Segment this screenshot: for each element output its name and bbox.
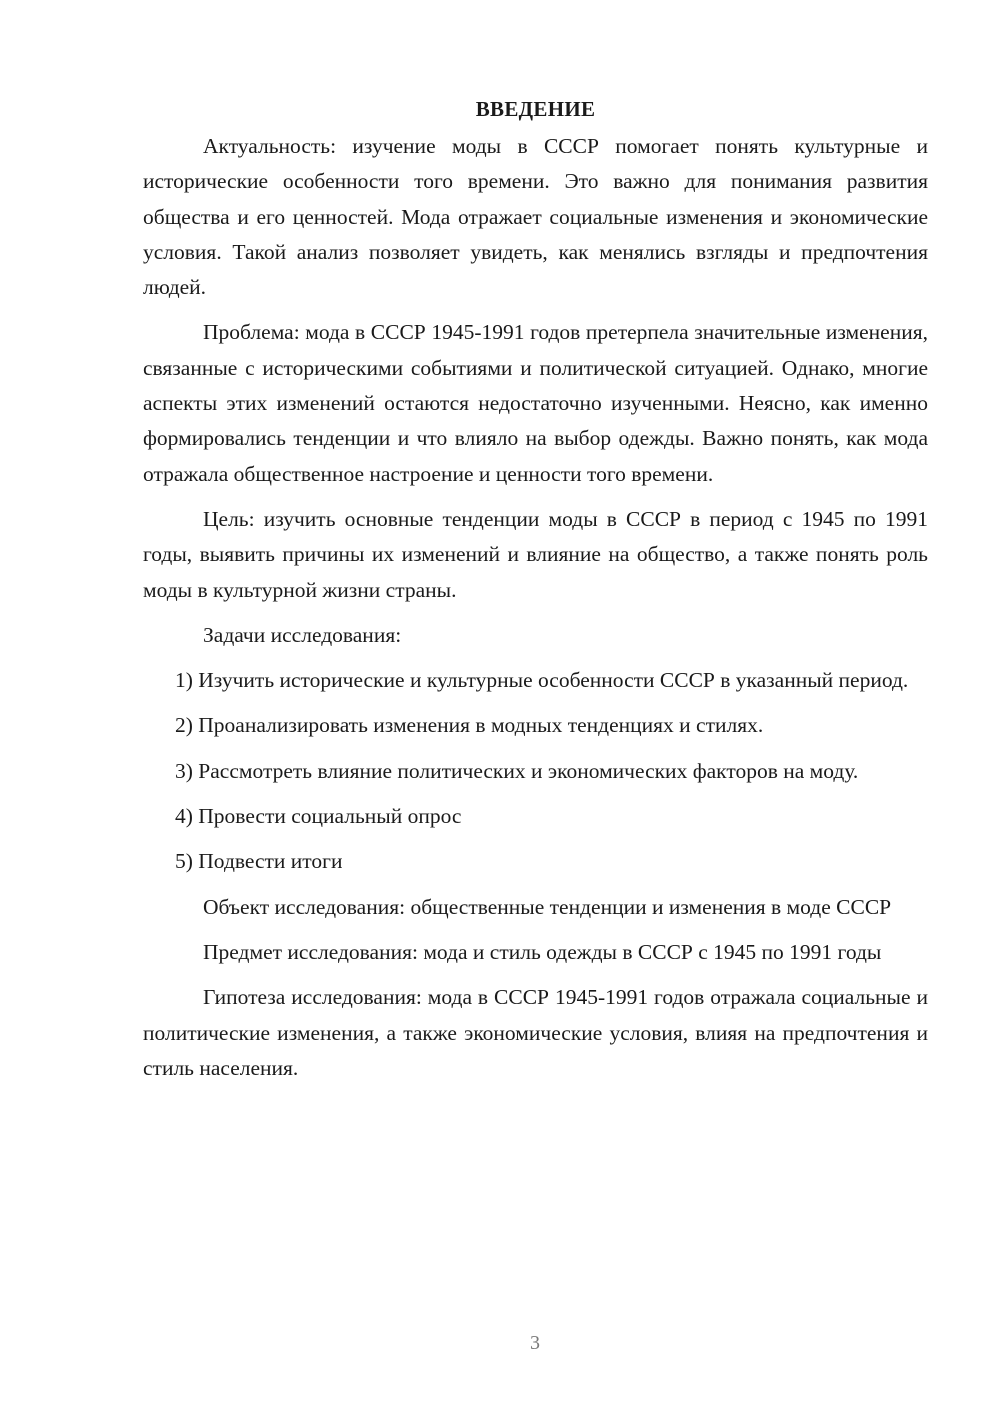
tasks-list (143, 663, 928, 879)
page-title: ВВЕДЕНИЕ (475, 97, 596, 121)
subject-paragraph: Предмет исследования: мода и стиль одежды в СССР с 1945 по 1991 годы (203, 939, 882, 964)
document-page (143, 92, 928, 1096)
problem-paragraph: Проблема: мода в СССР 1945-1991 годов претерпела значительные изменения, связанные с историческими событиями и политической ситуацией. Однако, многие аспекты этих изменений остаются недостаточно изученными. Неясно, как именно формировались тенденции и что влияло на выбор одежды. Важно понять, как мода отражала общественное настроение и ценности того времени. (143, 320, 928, 486)
list-item: 2) Проанализировать изменения в модных тенденциях и стилях. (175, 713, 764, 738)
list-item: 3) Рассмотреть влияние политических и экономических факторов на моду. (175, 758, 859, 783)
object-paragraph: Объект исследования: общественные тенденции и изменения в моде СССР (203, 894, 892, 919)
list-item: 4) Провести социальный опрос (175, 804, 462, 829)
hypothesis-paragraph: Гипотеза исследования: мода в СССР 1945-1991 годов отражала социальные и политические изменения, а также экономические условия, влияя на предпочтения и стиль населения. (143, 985, 928, 1080)
relevance-paragraph: Актуальность: изучение моды в СССР помогает понять культурные и исторические особенности того времени. Это важно для понимания развития общества и его ценностей. Мода отражает социальные изменения и экономические условия. Такой анализ позволяет увидеть, как менялись взгляды и предпочтения людей. (143, 134, 928, 300)
page-number: 3 (530, 1332, 540, 1354)
goal-paragraph: Цель: изучить основные тенденции моды в СССР в период с 1945 по 1991 годы, выявить причины их изменений и влияние на общество, а также понять роль моды в культурной жизни страны. (143, 506, 928, 602)
tasks-heading: Задачи исследования: (203, 622, 402, 647)
list-item: 5) Подвести итоги (175, 849, 343, 874)
list-item: 1) Изучить исторические и культурные особенности СССР в указанный период. (175, 668, 909, 693)
